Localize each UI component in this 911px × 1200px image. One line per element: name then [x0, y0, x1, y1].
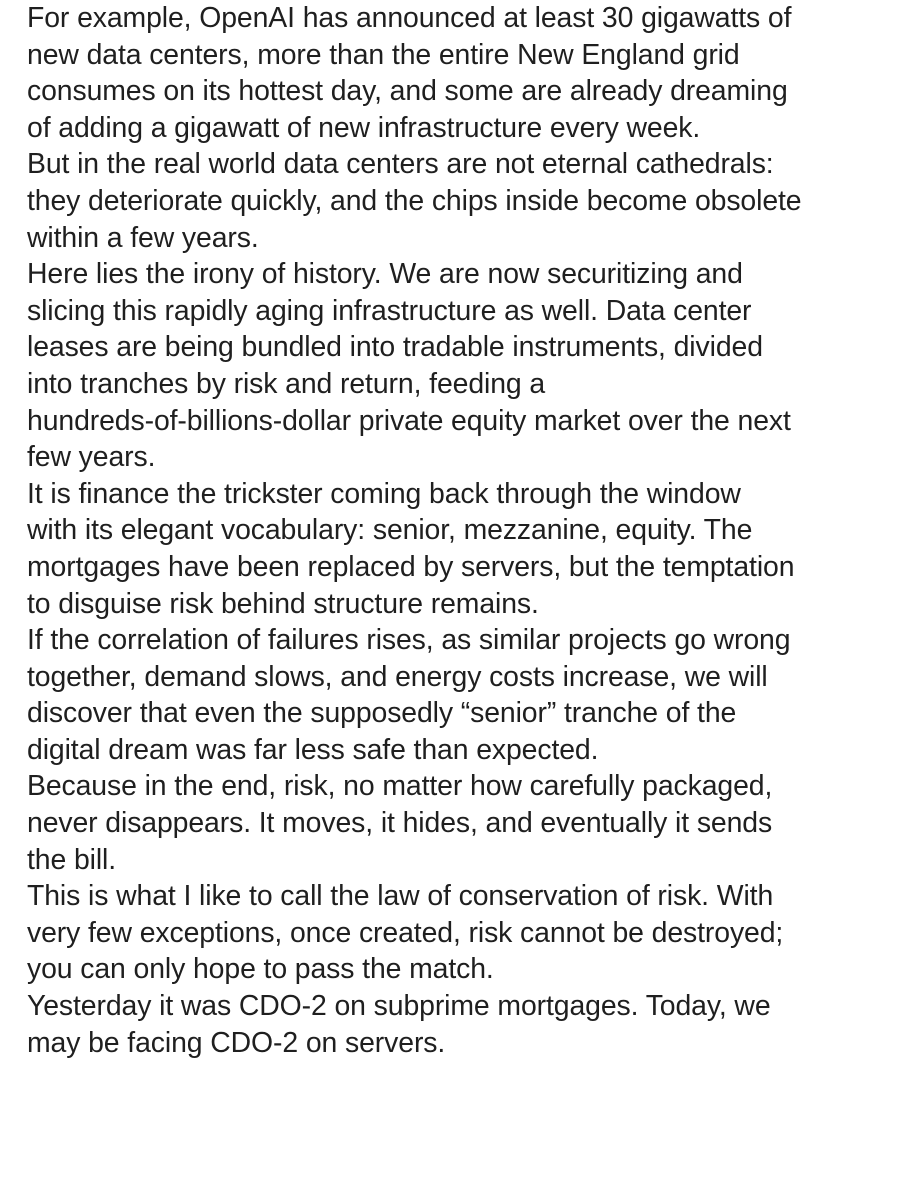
paragraph-conservation-of-risk: This is what I like to call the law of conservation of risk. With very few exceptions, once created, risk cannot be destroyed; you can only hope to pass the match.: [27, 880, 784, 986]
paragraph-openai-gigawatts: For example, OpenAI has announced at least 30 gigawatts of new data centers, more than the entire New England grid consumes on its hottest day, and some are already dreaming of adding a gigawatt of new infrastructure every week.: [27, 2, 792, 144]
paragraph-correlation-of-failures: If the correlation of failures rises, as similar projects go wrong together, demand slows, and energy costs increase, we will discover that even the supposedly “senior” tranche of the digital dream was far less safe than expected.: [27, 624, 791, 766]
paragraph-cdo-2-servers: Yesterday it was CDO-2 on subprime mortgages. Today, we may be facing CDO-2 on servers.: [27, 990, 771, 1059]
paragraph-irony-of-history: Here lies the irony of history. We are now securitizing and slicing this rapidly aging infrastructure as well. Data center leases are being bundled into tradable instruments, divided into tranches by risk and return, feeding a hundreds-of-billions-dollar private equity market over the next few years.: [27, 258, 791, 474]
paragraph-finance-trickster: It is finance the trickster coming back through the window with its elegant vocabulary: senior, mezzanine, equity. The mortgages have been replaced by servers, but the temptation to disguise risk behind structure remains.: [27, 477, 795, 620]
post-body: [27, 0, 907, 1061]
paragraph-risk-never-disappears: Because in the end, risk, no matter how carefully packaged, never disappears. It moves, it hides, and eventually it sends the bill.: [27, 770, 773, 876]
paragraph-data-centers-deteriorate: But in the real world data centers are not eternal cathedrals: they deteriorate quickly, and the chips inside become obsolete within a few years.: [27, 148, 802, 254]
